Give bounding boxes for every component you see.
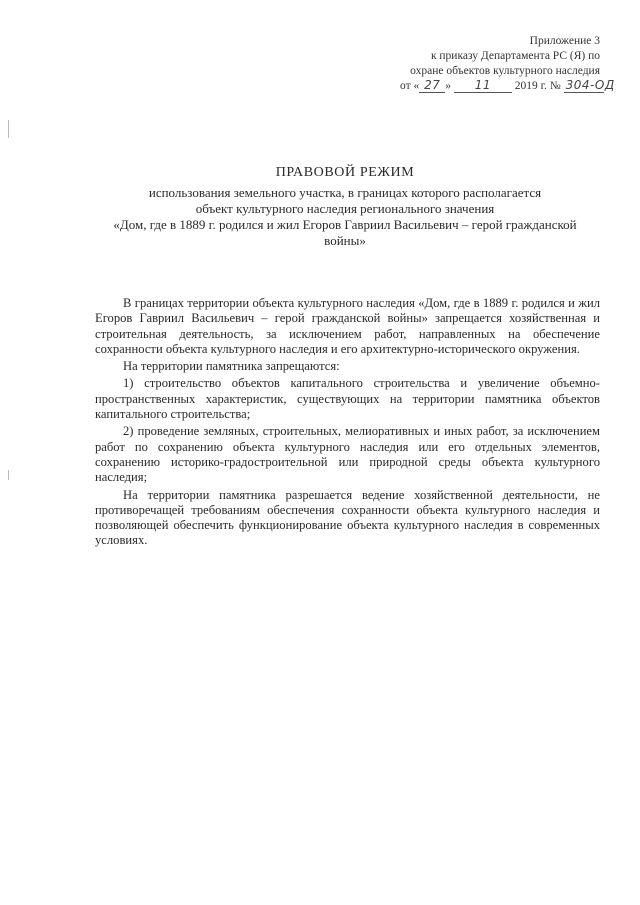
paragraph-prohibited-intro: На территории памятника запрещаются:: [123, 359, 340, 374]
document-body: [95, 296, 600, 551]
paragraph-item-2: 2) проведение земляных, строительных, мелиоративных и иных работ, за исключением работ по сохранению объекта культурного наследия или его отдельных элементов, сохранению историко-градостроительной или природной среды объекта культурного наследия;: [95, 424, 600, 485]
date-month: 11: [454, 79, 512, 93]
title-line-3: «Дом, где в 1889 г. родился и жил Егоров Гавриил Васильевич – герой гражданской: [113, 217, 577, 232]
date-separator: »: [445, 80, 451, 92]
appendix-order-ref: к приказу Департамента РС (Я) по: [430, 50, 600, 62]
date-prefix: от «: [400, 80, 420, 92]
appendix-date-line: [400, 78, 615, 94]
appendix-department: охране объектов культурного наследия: [410, 65, 600, 77]
date-day: 27: [419, 79, 445, 93]
paragraph-item-1: 1) строительство объектов капитального строительства и увеличение объемно-пространственных характеристик, существующих на территории памятника объектов капитального строительства;: [95, 376, 600, 422]
title-main: ПРАВОВОЙ РЕЖИМ: [275, 165, 415, 180]
title-line-2: объект культурного наследия регионального значения: [195, 201, 495, 216]
title-line-1: использования земельного участка, в границах которого располагается: [148, 185, 542, 200]
scan-artifact: [8, 120, 9, 138]
date-year: 2019 г. №: [514, 80, 561, 92]
scan-artifact: [8, 470, 9, 480]
title-line-4: войны»: [324, 233, 366, 248]
order-number: 304-ОД: [565, 78, 615, 92]
appendix-number: Приложение 3: [529, 35, 600, 47]
paragraph-permitted: На территории памятника разрешается ведение хозяйственной деятельности, не противоречащей требованиям обеспечения сохранности объекта культурного наследия и позволяющей обеспечить функционирование объекта культурного наследия в современных условиях.: [95, 487, 600, 548]
document-title: [100, 165, 590, 249]
paragraph-prohibition-general: В границах территории объекта культурного наследия «Дом, где в 1889 г. родился и жил Егоров Гавриил Васильевич – герой гражданской войны» запрещается хозяйственная и строительная деятельность, за исключением работ, направленных на обеспечение сохранности объекта культурного наследия и его архитектурно-исторического окружения.: [95, 296, 600, 356]
appendix-header: [400, 34, 615, 94]
